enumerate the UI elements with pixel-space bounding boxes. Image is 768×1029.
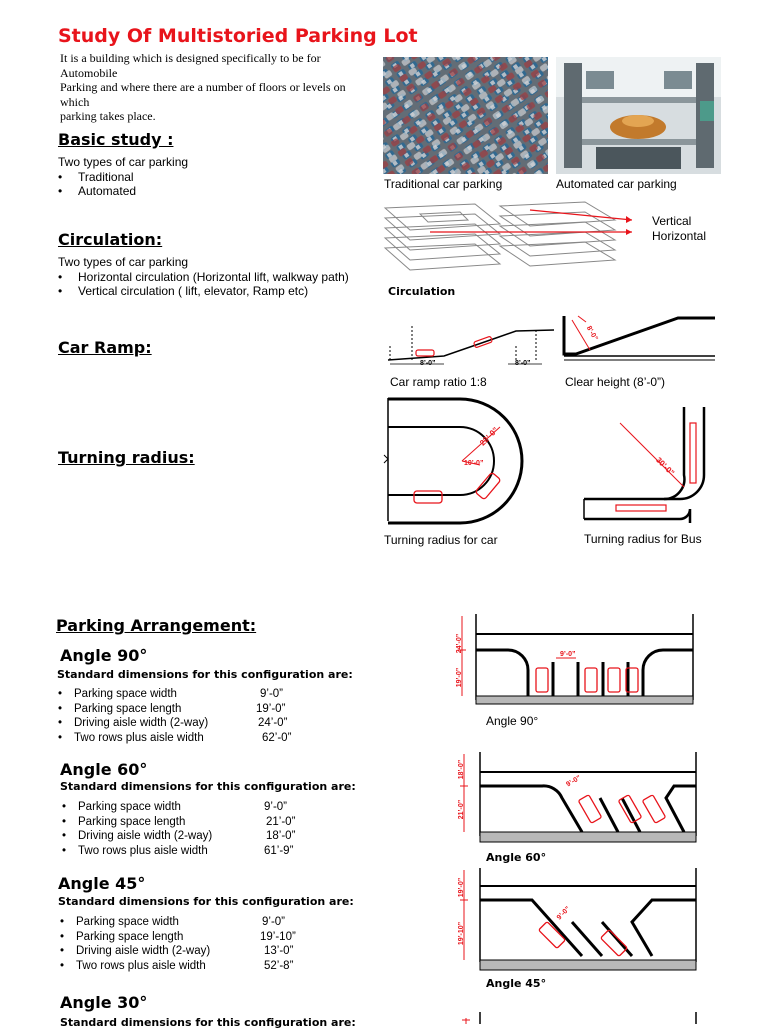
page-title: Study Of Multistoried Parking Lot bbox=[58, 25, 418, 47]
angle-60-dim-aisle: 18’-0” bbox=[458, 759, 466, 780]
dimension-row: • Two rows plus aisle width 62’-0” bbox=[58, 732, 292, 745]
intro-line: Automobile bbox=[60, 65, 118, 80]
dimension-row: • Parking space length 19’-10” bbox=[60, 930, 296, 943]
angle-45-dim-width: 9’-0” bbox=[555, 905, 572, 922]
automated-caption: Automated car parking bbox=[556, 177, 677, 191]
angle-60-caption: Angle 60° bbox=[486, 851, 547, 864]
angle-60-dim-width: 9’-0” bbox=[565, 774, 583, 789]
dimension-row: • Driving aisle width (2-way) 18’-0” bbox=[62, 830, 296, 843]
angle-90-dim-length: 19’-0” bbox=[456, 667, 464, 688]
angle-90-dim-aisle: 24’-0” bbox=[456, 633, 464, 654]
vertical-label: Vertical bbox=[652, 214, 692, 228]
dimension-row: • Two rows plus aisle width 52’-8” bbox=[60, 960, 294, 973]
parking-arrangement-heading: Parking Arrangement: bbox=[56, 616, 257, 635]
angle-45-diagram bbox=[452, 864, 704, 974]
dimension-row: • Two rows plus aisle width 61’-9” bbox=[62, 845, 294, 858]
angle-45-std-text: Standard dimensions for this configuration are: bbox=[58, 895, 354, 908]
list-item: • Automated bbox=[58, 184, 188, 199]
automated-parking-photo bbox=[556, 57, 721, 174]
angle-60-title: Angle 60° bbox=[60, 760, 148, 779]
angle-45-dimensions bbox=[60, 915, 360, 974]
clear-dim: 8’-0” bbox=[584, 325, 599, 342]
circulation-heading: Circulation: bbox=[58, 230, 163, 249]
angle-90-dim-width: 9’-0” bbox=[560, 651, 576, 658]
angle-45-dim-aisle: 19’-0” bbox=[458, 877, 466, 898]
ramp-ratio-caption: Car ramp ratio 1:8 bbox=[390, 375, 487, 389]
clear-height-caption: Clear height (8’-0”) bbox=[565, 375, 666, 389]
traditional-parking-photo bbox=[383, 57, 548, 174]
dimension-row: • Parking space length 19’-0” bbox=[58, 702, 286, 715]
circulation-list bbox=[58, 255, 349, 299]
turn-car-caption: Turning radius for car bbox=[384, 533, 498, 547]
horizontal-label: Horizontal bbox=[652, 229, 707, 243]
angle-30-title: Angle 30° bbox=[60, 993, 148, 1012]
circulation-diagram bbox=[380, 196, 650, 282]
circulation-lead: Two types of car parking bbox=[58, 255, 189, 269]
angle-60-diagram bbox=[452, 748, 704, 848]
turn-bus-caption: Turning radius for Bus bbox=[584, 532, 702, 546]
dimension-row: • Driving aisle width (2-way) 13’-0” bbox=[60, 945, 294, 958]
basic-study-lead: Two types of car parking bbox=[58, 155, 189, 169]
intro-line: which bbox=[60, 94, 90, 109]
turning-radius-car-diagram bbox=[380, 393, 540, 528]
intro-line: Parking and where there are a number of floors or levels on bbox=[60, 80, 346, 94]
angle-45-dim-length: 19’-10” bbox=[458, 921, 466, 946]
basic-study-list bbox=[58, 155, 188, 199]
dimension-row: • Parking space width 9’-0” bbox=[60, 916, 286, 928]
dimension-row: • Parking space width 9’-0” bbox=[58, 688, 284, 700]
turn-car-inner-dim: 10’-0” bbox=[464, 460, 484, 467]
list-item: • Horizontal circulation (Horizontal lift, walkway path) bbox=[58, 270, 349, 285]
angle-60-std-text: Standard dimensions for this configuration are: bbox=[60, 780, 356, 793]
intro-line: It is a building which is designed specifically to be for bbox=[60, 51, 321, 65]
circulation-caption: Circulation bbox=[388, 285, 456, 298]
clear-height-diagram bbox=[560, 310, 718, 370]
list-item: • Vertical circulation ( lift, elevator, Ramp etc) bbox=[58, 284, 349, 299]
car-ramp-heading: Car Ramp: bbox=[58, 338, 152, 357]
intro-paragraph bbox=[60, 51, 360, 124]
angle-90-title: Angle 90° bbox=[60, 646, 148, 665]
angle-30-std-text: Standard dimensions for this configuration are: bbox=[60, 1016, 356, 1029]
angle-60-dimensions bbox=[62, 800, 362, 859]
angle-90-std-text: Standard dimensions for this configuration are: bbox=[57, 668, 353, 681]
angle-90-dimensions bbox=[58, 687, 358, 746]
list-item: • Traditional bbox=[58, 170, 188, 185]
angle-45-caption: Angle 45° bbox=[486, 977, 547, 990]
turning-radius-heading: Turning radius: bbox=[58, 448, 195, 467]
angle-45-title: Angle 45° bbox=[58, 874, 146, 893]
ramp-dim-a: 8’-0” bbox=[420, 360, 436, 367]
traditional-caption: Traditional car parking bbox=[384, 177, 503, 191]
angle-30-diagram bbox=[462, 1012, 702, 1024]
intro-line: parking takes place. bbox=[60, 109, 156, 123]
angle-90-diagram bbox=[448, 610, 718, 712]
turning-radius-bus-diagram bbox=[580, 403, 710, 523]
dimension-row: • Driving aisle width (2-way) 24’-0” bbox=[58, 717, 288, 730]
basic-study-heading: Basic study : bbox=[58, 130, 174, 149]
turn-bus-dim: 30’-0” bbox=[654, 455, 677, 478]
angle-90-caption: Angle 90° bbox=[486, 714, 539, 728]
dimension-row: • Parking space width 9’-0” bbox=[62, 801, 288, 813]
ramp-dim-b: 8’-0” bbox=[515, 360, 531, 367]
angle-60-dim-length: 21’-0” bbox=[458, 799, 466, 820]
dimension-row: • Parking space length 21’-0” bbox=[62, 815, 296, 828]
turn-car-outer-dim: 22’-0” bbox=[478, 425, 501, 448]
